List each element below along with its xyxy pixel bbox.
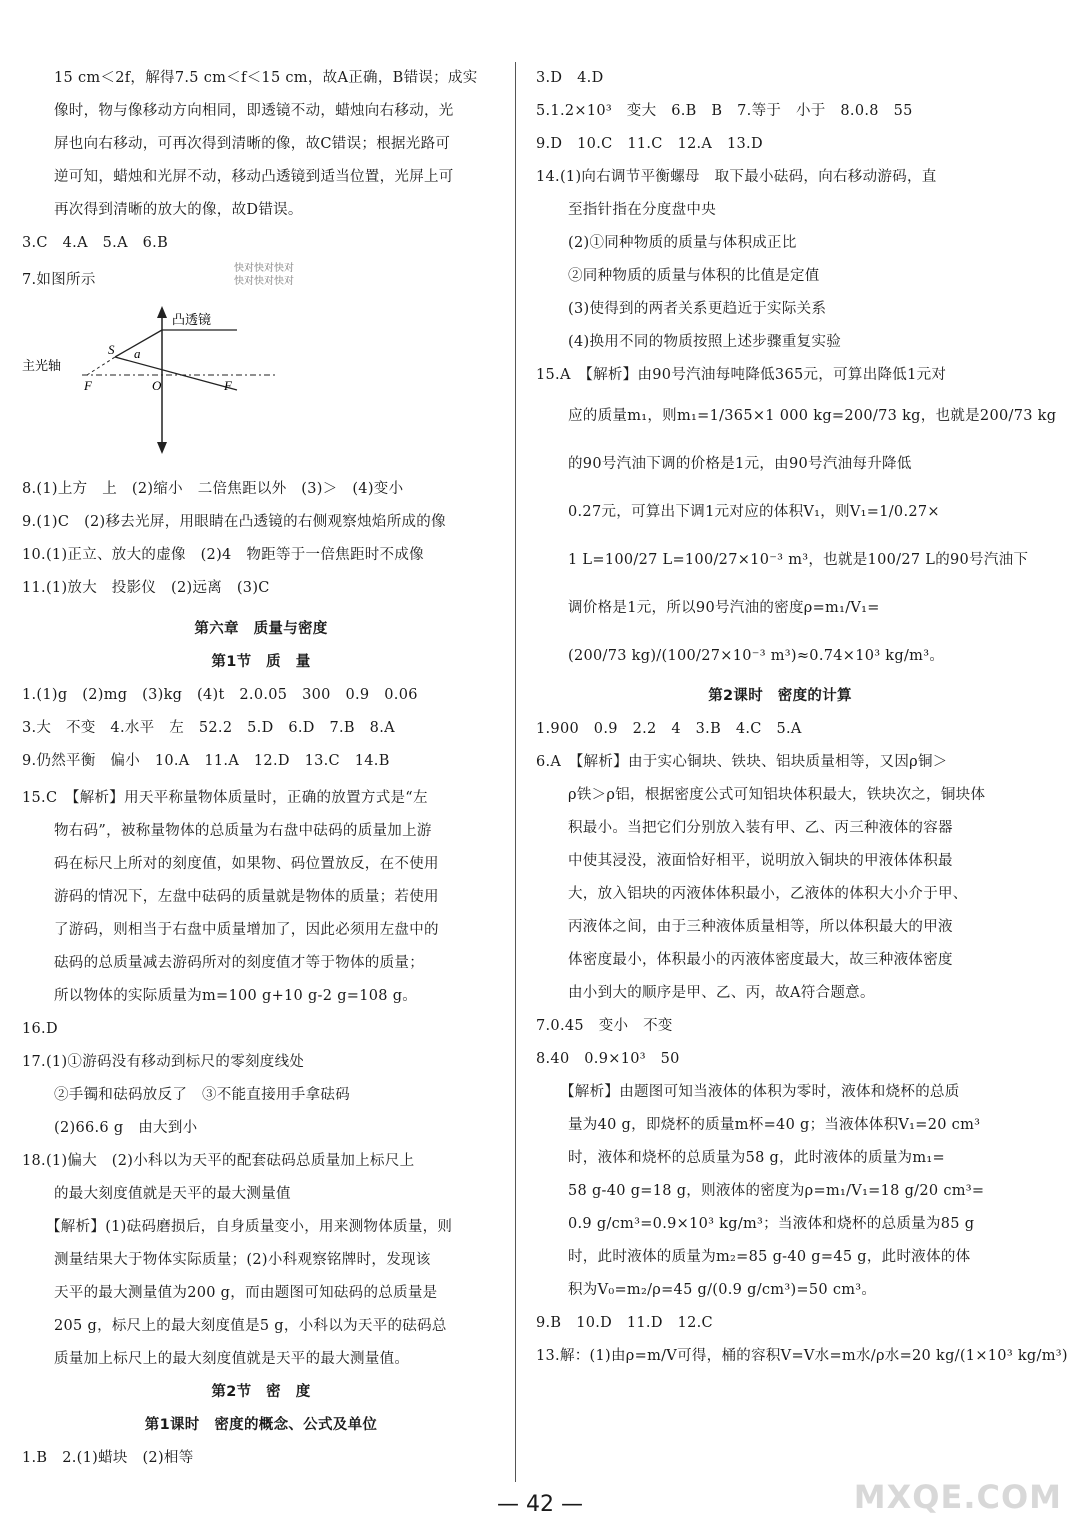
left-text-line: 15.C 【解析】用天平称量物体质量时，正确的放置方式是“左 (22, 790, 428, 806)
left-text-line: 游码的情况下，左盘中砝码的质量就是物体的质量；若使用 (54, 889, 439, 905)
left-text-line: 所以物体的实际质量为m=100 g+10 g-2 g=108 g。 (54, 988, 418, 1004)
left-text-line: 18.(1)偏大 (2)小科以为天平的配套砝码总质量加上标尺上 (22, 1153, 415, 1169)
right-text-line: 【解析】由题图可知当液体的体积为零时，液体和烧杯的总质 (560, 1084, 960, 1100)
right-text-line: 丙液体之间，由于三种液体质量相等，所以体积最大的甲液 (568, 919, 953, 935)
left-text-line: 【解析】(1)砝码磨损后，自身质量变小，用来测物体质量，则 (46, 1219, 453, 1235)
right-text-line: 15.A 【解析】由90号汽油每吨降低365元，可算出降低1元对 (536, 367, 947, 383)
right-text-line: (2)①同种物质的质量与体积成正比 (568, 235, 797, 251)
right-text-line: 13.解：(1)由ρ=m/V可得，桶的容积V=V水=m水/ρ水=20 kg/(1×10³ kg/m³) (536, 1348, 1068, 1364)
right-column (536, 62, 1068, 1373)
right-text-line: 8.40 0.9×10³ 50 (536, 1051, 680, 1067)
ray-through-center (115, 357, 237, 390)
f-right-label: F (224, 378, 232, 393)
left-text-line: 的最大刻度值就是天平的最大测量值 (54, 1186, 291, 1202)
right-text-line: 中使其浸没，液面恰好相平，说明放入铜块的甲液体体积最 (568, 853, 953, 869)
right-text-line: (3)使得到的两者关系更趋近于实际关系 (568, 301, 827, 317)
page-number: — 42 — (497, 1492, 583, 1517)
left-text-line: 第六章 质量与密度 (194, 621, 328, 637)
left-text-line: 1.B 2.(1)蜡块 (2)相等 (22, 1450, 194, 1466)
right-text-line: 积为V₀=m₂/ρ=45 g/(0.9 g/cm³)=50 cm³。 (568, 1282, 877, 1298)
left-text-line: 9.仍然平衡 偏小 10.A 11.A 12.D 13.C 14.B (22, 753, 390, 769)
right-text-line: 时，液体和烧杯的总质量为58 g，此时液体的质量为m₁= (568, 1150, 945, 1166)
left-text-line: 像时，物与像移动方向相同，即透镜不动，蜡烛向右移动，光 (54, 103, 454, 119)
right-text-line: 的90号汽油下调的价格是1元，由90号汽油每升降低 (568, 456, 912, 472)
left-text-line: 第1节 质 量 (211, 654, 311, 670)
right-text-line: 1.900 0.9 2.2 4 3.B 4.C 5.A (536, 721, 802, 737)
watermark-note: 快对快对快对 快对快对快对 (234, 263, 294, 287)
left-text-line: 17.(1)①游码没有移动到标尺的零刻度线处 (22, 1054, 305, 1070)
left-text-line: 16.D (22, 1021, 58, 1037)
right-text-line: 调价格是1元，所以90号汽油的密度ρ=m₁/V₁= (568, 600, 880, 616)
right-text-line: 5.1.2×10³ 变大 6.B B 7.等于 小于 8.0.8 55 (536, 103, 913, 119)
left-text-line: 205 g，标尺上的最大刻度值是5 g，小科以为天平的砝码总 (54, 1318, 447, 1334)
left-text-line: 3.大 不变 4.水平 左 52.2 5.D 6.D 7.B 8.A (22, 720, 395, 736)
left-text-line: 质量加上标尺上的最大刻度值就是天平的最大测量值。 (54, 1351, 410, 1367)
right-text-line: 应的质量m₁，则m₁=1/365×1 000 kg=200/73 kg，也就是200/73 kg (568, 408, 1057, 424)
lens-top-arrow (157, 306, 167, 318)
left-text-line: 7.如图所示 (22, 272, 96, 288)
f-left-label: F (84, 378, 92, 393)
right-text-line: 第2课时 密度的计算 (708, 688, 852, 704)
right-text-line: 大，放入铝块的丙液体体积最小，乙液体的体积大小介于甲、 (568, 886, 968, 902)
right-text-line: 1 L=100/27 L=100/27×10⁻³ m³，也就是100/27 L的90号汽油下 (568, 552, 1029, 568)
o-label: O (152, 378, 162, 393)
left-text-line: 3.C 4.A 5.A 6.B (22, 235, 169, 251)
right-text-line: 58 g-40 g=18 g，则液体的密度为ρ=m₁/V₁=18 g/20 cm³= (568, 1183, 985, 1199)
left-text-line: 砝码的总质量减去游码所对的刻度值才等于物体的质量； (54, 955, 424, 971)
left-text-line: 天平的最大测量值为200 g，而由题图可知砝码的总质量是 (54, 1285, 438, 1301)
right-text-line: 9.D 10.C 11.C 12.A 13.D (536, 136, 763, 152)
a-label: a (134, 346, 141, 361)
right-text-line: 由小到大的顺序是甲、乙、丙，故A符合题意。 (568, 985, 875, 1001)
left-text-line: 了游码，则相当于右盘中质量增加了，因此必须用左盘中的 (54, 922, 439, 938)
left-text-line: 屏也向右移动，可再次得到清晰的像，故C错误；根据光路可 (54, 136, 451, 152)
lens-label: 凸透镜 (172, 312, 212, 327)
left-text-line: 1.(1)g (2)mg (3)kg (4)t 2.0.05 300 0.9 0.06 (22, 687, 418, 703)
left-text-line: 逆可知，蜡烛和光屏不动，移动凸透镜到适当位置，光屏上可 (54, 169, 454, 185)
left-text-line: 测量结果大于物体实际质量；(2)小科观察铭牌时，发现该 (54, 1252, 431, 1268)
column-divider (515, 62, 516, 1482)
right-text-line: 7.0.45 变小 不变 (536, 1018, 673, 1034)
right-text-line: (4)换用不同的物质按照上述步骤重复实验 (568, 334, 842, 350)
right-text-line: 体密度最小，体积最小的丙液体密度最大，故三种液体密度 (568, 952, 953, 968)
right-text-line: (200/73 kg)/(100/27×10⁻³ m³)≈0.74×10³ kg/m³。 (568, 648, 945, 664)
left-text-line: 物右码”，被称量物体的总质量为右盘中砝码的质量加上游 (54, 823, 432, 839)
left-text-line: ②手镯和砝码放反了 ③不能直接用手拿砝码 (54, 1087, 350, 1103)
left-text-line: 15 cm＜2f，解得7.5 cm＜f＜15 cm，故A正确，B错误；成实 (54, 70, 478, 86)
right-text-line: 14.(1)向右调节平衡螺母 取下最小砝码，向右移动游码，直 (536, 169, 937, 185)
right-text-line: 积最小。当把它们分别放入装有甲、乙、丙三种液体的容器 (568, 820, 953, 836)
left-text-line: 再次得到清晰的放大的像，故D错误。 (54, 202, 303, 218)
left-text-line: 11.(1)放大 投影仪 (2)远离 (3)C (22, 580, 270, 596)
right-text-line: 3.D 4.D (536, 70, 604, 86)
lens-bottom-arrow (157, 442, 167, 454)
convex-lens-diagram (22, 300, 282, 460)
left-text-line: 第1课时 密度的概念、公式及单位 (144, 1417, 378, 1433)
left-text-line: 10.(1)正立、放大的虚像 (2)4 物距等于一倍焦距时不成像 (22, 547, 424, 563)
right-text-line: 至指针指在分度盘中央 (568, 202, 716, 218)
right-text-line: 0.9 g/cm³=0.9×10³ kg/m³；当液体和烧杯的总质量为85 g (568, 1216, 975, 1232)
left-text-line: 第2节 密 度 (211, 1384, 311, 1400)
right-text-line: 0.27元，可算出下调1元对应的体积V₁，则V₁=1/0.27× (568, 504, 940, 520)
left-text-line: 码在标尺上所对的刻度值，如果物、码位置放反，在不使用 (54, 856, 439, 872)
right-text-line: 9.B 10.D 11.D 12.C (536, 1315, 713, 1331)
left-text-line: 9.(1)C (2)移去光屏，用眼睛在凸透镜的右侧观察烛焰所成的像 (22, 514, 446, 530)
left-text-line: (2)66.6 g 由大到小 (54, 1120, 198, 1136)
right-text-line: 时，此时液体的质量为m₂=85 g-40 g=45 g，此时液体的体 (568, 1249, 971, 1265)
site-watermark: MXQE.COM (853, 1478, 1062, 1516)
right-text-line: 量为40 g，即烧杯的质量m杯=40 g；当液体体积V₁=20 cm³ (568, 1117, 981, 1133)
right-text-line: 6.A 【解析】由于实心铜块、铁块、铝块质量相等，又因ρ铜＞ (536, 754, 948, 770)
s-label: S (108, 342, 115, 357)
axis-label: 主光轴 (22, 358, 62, 373)
left-text-line: 8.(1)上方 上 (2)缩小 二倍焦距以外 (3)＞ (4)变小 (22, 481, 404, 497)
right-text-line: ②同种物质的质量与体积的比值是定值 (568, 268, 820, 284)
dashed-extension (87, 357, 115, 375)
right-text-line: ρ铁＞ρ铝，根据密度公式可知铝块体积最大，铁块次之，铜块体 (568, 787, 986, 803)
